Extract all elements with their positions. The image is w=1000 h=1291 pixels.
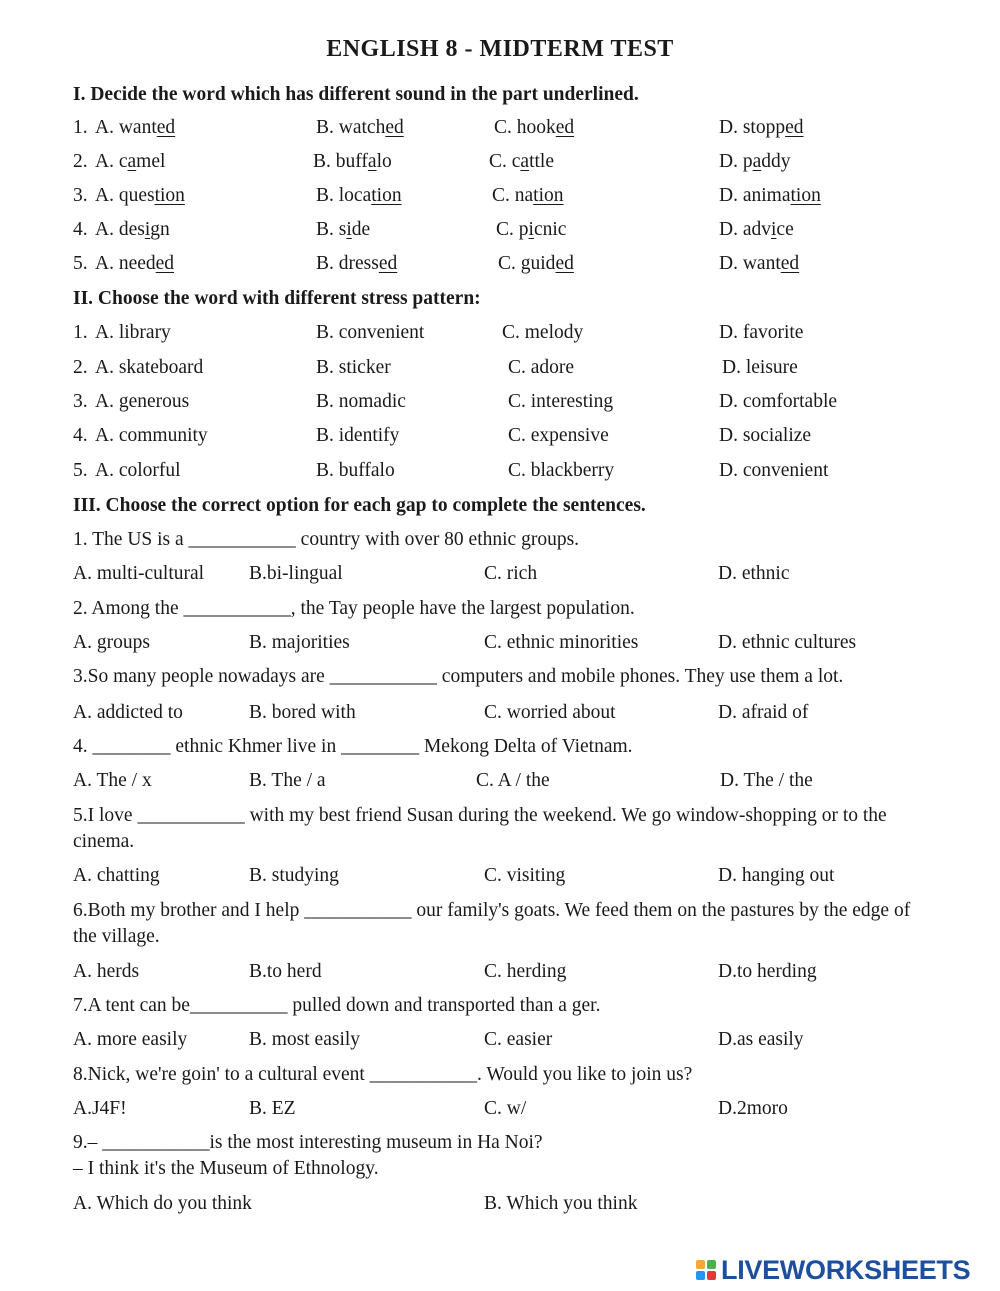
- question-5-options: [0, 865, 1000, 893]
- section-3-heading: III. Choose the correct option for each gap to complete the sentences.: [73, 495, 646, 516]
- option-a[interactable]: A. design: [95, 219, 170, 240]
- logo-square-3: [696, 1271, 705, 1280]
- option-b[interactable]: B. nomadic: [316, 391, 406, 412]
- option-c[interactable]: C. ethnic minorities: [484, 632, 639, 653]
- option-c[interactable]: C. cattle: [489, 151, 554, 172]
- option-b[interactable]: B.to herd: [249, 961, 322, 982]
- option-a[interactable]: A. multi-cultural: [73, 563, 205, 584]
- option-a[interactable]: A. needed: [95, 253, 175, 274]
- option-b[interactable]: B. buffalo: [316, 460, 395, 481]
- section-2-item-4: [0, 425, 1000, 453]
- option-d[interactable]: D.to herding: [718, 961, 817, 982]
- option-c[interactable]: C. A / the: [476, 770, 550, 791]
- option-b[interactable]: B. dressed: [316, 253, 398, 274]
- option-a[interactable]: A. The / x: [73, 770, 152, 791]
- option-c[interactable]: C. blackberry: [508, 460, 615, 481]
- option-b[interactable]: B.bi-lingual: [249, 563, 343, 584]
- question-6-text: 6.Both my brother and I help ___________ our family's goats. We feed them on the pastures by the edge of the village.: [73, 900, 911, 947]
- question-8-text: 8.Nick, we're goin' to a cultural event ___________. Would you like to join us?: [73, 1064, 693, 1085]
- item-number: 3.: [73, 391, 88, 412]
- logo-text: LIVEWORKSHEETS: [721, 1254, 971, 1285]
- option-a[interactable]: A. colorful: [95, 460, 181, 481]
- logo-square-1: [696, 1260, 705, 1269]
- option-a[interactable]: A. wanted: [95, 117, 176, 138]
- option-a[interactable]: A. camel: [95, 151, 166, 172]
- option-c[interactable]: C. melody: [502, 322, 584, 343]
- option-d[interactable]: D.2moro: [718, 1098, 788, 1119]
- question-5-text: 5.I love ___________ with my best friend Susan during the weekend. We go window-shopping or to the cinema.: [73, 805, 887, 852]
- option-d[interactable]: D. leisure: [722, 357, 798, 378]
- option-c[interactable]: C. picnic: [496, 219, 567, 240]
- item-number: 5.: [73, 253, 88, 274]
- question-9-options: [0, 1193, 1000, 1221]
- option-d[interactable]: D. favorite: [719, 322, 804, 343]
- option-b[interactable]: B. EZ: [249, 1098, 296, 1119]
- logo-square-4: [707, 1271, 716, 1280]
- option-c[interactable]: C. visiting: [484, 865, 566, 886]
- option-d[interactable]: D. animation: [719, 185, 821, 206]
- option-a[interactable]: A. addicted to: [73, 702, 183, 723]
- option-d[interactable]: D. ethnic: [718, 563, 790, 584]
- section-1-item-2: [0, 151, 1000, 179]
- option-d[interactable]: D. socialize: [719, 425, 812, 446]
- logo-square-2: [707, 1260, 716, 1269]
- option-b[interactable]: B. Which you think: [484, 1193, 638, 1214]
- page-title: ENGLISH 8 - MIDTERM TEST: [326, 36, 674, 62]
- question-6-options: [0, 961, 1000, 989]
- option-d[interactable]: D. wanted: [719, 253, 800, 274]
- item-number: 5.: [73, 460, 88, 481]
- question-7-text: 7.A tent can be__________ pulled down and transported than a ger.: [73, 995, 601, 1016]
- item-number: 1.: [73, 117, 88, 138]
- option-a[interactable]: A. question: [95, 185, 185, 206]
- option-a[interactable]: A. skateboard: [95, 357, 204, 378]
- option-b[interactable]: B. majorities: [249, 632, 350, 653]
- question-9-text: 9.– ___________is the most interesting museum in Ha Noi?: [73, 1132, 543, 1153]
- section-2-item-1: [0, 322, 1000, 350]
- option-d[interactable]: D. comfortable: [719, 391, 838, 412]
- option-b[interactable]: B. identify: [316, 425, 400, 446]
- option-b[interactable]: B. location: [316, 185, 402, 206]
- option-c[interactable]: C. w/: [484, 1098, 527, 1119]
- option-d[interactable]: D. convenient: [719, 460, 829, 481]
- option-b[interactable]: B. watched: [316, 117, 404, 138]
- option-c[interactable]: C. guided: [498, 253, 574, 274]
- item-number: 4.: [73, 219, 88, 240]
- item-number: 2.: [73, 151, 88, 172]
- question-3-text: 3.So many people nowadays are ___________ computers and mobile phones. They use them a lot.: [73, 666, 844, 687]
- option-d[interactable]: D. The / the: [720, 770, 813, 791]
- option-a[interactable]: A. generous: [95, 391, 190, 412]
- question-3-options: [0, 702, 1000, 730]
- item-number: 1.: [73, 322, 88, 343]
- option-c[interactable]: C. herding: [484, 961, 567, 982]
- option-a[interactable]: A. herds: [73, 961, 140, 982]
- question-4-text: 4. ________ ethnic Khmer live in ________ Mekong Delta of Vietnam.: [73, 736, 633, 757]
- option-b[interactable]: B. side: [316, 219, 371, 240]
- option-a[interactable]: A. Which do you think: [73, 1193, 252, 1214]
- question-4-options: [0, 770, 1000, 798]
- option-b[interactable]: B. sticker: [316, 357, 391, 378]
- option-a[interactable]: A. library: [95, 322, 171, 343]
- option-a[interactable]: A. groups: [73, 632, 150, 653]
- option-a[interactable]: A. community: [95, 425, 208, 446]
- question-8-options: [0, 1098, 1000, 1126]
- section-2-heading: II. Choose the word with different stress pattern:: [73, 288, 481, 309]
- option-c[interactable]: C. hooked: [494, 117, 575, 138]
- option-b[interactable]: B. buffalo: [313, 151, 392, 172]
- option-d[interactable]: D. ethnic cultures: [718, 632, 857, 653]
- option-b[interactable]: B. studying: [249, 865, 339, 886]
- option-d[interactable]: D. paddy: [719, 151, 791, 172]
- option-c[interactable]: C. easier: [484, 1029, 553, 1050]
- option-d[interactable]: D. advice: [719, 219, 794, 240]
- liveworksheets-logo[interactable]: [696, 1255, 970, 1285]
- option-a[interactable]: A. chatting: [73, 865, 160, 886]
- option-c[interactable]: C. adore: [508, 357, 575, 378]
- item-number: 3.: [73, 185, 88, 206]
- option-c[interactable]: C. expensive: [508, 425, 609, 446]
- question-2-options: [0, 632, 1000, 660]
- question-2-text: 2. Among the ___________, the Tay people have the largest population.: [73, 598, 635, 619]
- item-number: 4.: [73, 425, 88, 446]
- option-d[interactable]: D.as easily: [718, 1029, 804, 1050]
- question-1-options: [0, 563, 1000, 591]
- section-2-item-3: [0, 391, 1000, 419]
- option-d[interactable]: D. hanging out: [718, 865, 835, 886]
- question-1-text: 1. The US is a ___________ country with over 80 ethnic groups.: [73, 529, 580, 550]
- question-9-answer-line: – I think it's the Museum of Ethnology.: [73, 1158, 379, 1179]
- option-c[interactable]: C. nation: [492, 185, 564, 206]
- option-b[interactable]: B. most easily: [249, 1029, 361, 1050]
- option-a[interactable]: A.J4F!: [73, 1098, 127, 1119]
- option-b[interactable]: B. convenient: [316, 322, 425, 343]
- option-b[interactable]: B. bored with: [249, 702, 356, 723]
- section-2-item-5: [0, 460, 1000, 488]
- option-d[interactable]: D. stopped: [719, 117, 804, 138]
- option-a[interactable]: A. more easily: [73, 1029, 188, 1050]
- item-number: 2.: [73, 357, 88, 378]
- section-1-heading: I. Decide the word which has different sound in the part underlined.: [73, 84, 639, 105]
- option-d[interactable]: D. afraid of: [718, 702, 809, 723]
- option-b[interactable]: B. The / a: [249, 770, 326, 791]
- logo-grid-icon: [696, 1260, 716, 1280]
- option-c[interactable]: C. rich: [484, 563, 538, 584]
- section-1-item-5: [0, 253, 1000, 281]
- section-1-item-3: [0, 185, 1000, 213]
- option-c[interactable]: C. interesting: [508, 391, 614, 412]
- section-1-item-4: [0, 219, 1000, 247]
- section-2-item-2: [0, 357, 1000, 385]
- section-1-item-1: [0, 117, 1000, 145]
- question-7-options: [0, 1029, 1000, 1057]
- option-c[interactable]: C. worried about: [484, 702, 616, 723]
